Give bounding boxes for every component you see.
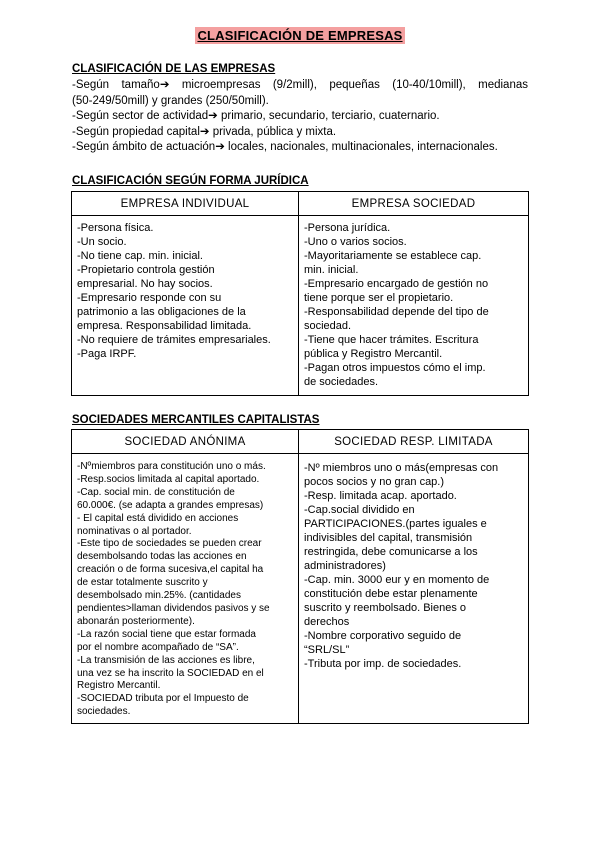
column-header-sa: SOCIEDAD ANÓNIMA bbox=[72, 430, 299, 454]
sa-cell bbox=[72, 454, 299, 724]
cell-line: -Un socio. bbox=[77, 236, 127, 248]
classification-list bbox=[72, 78, 528, 156]
cell-line: pendientes>llaman dividendos pasivos y se bbox=[77, 602, 270, 614]
cell-line: administradores) bbox=[304, 560, 386, 572]
cell-line: -Tiene que hacer trámites. Escritura bbox=[304, 334, 479, 346]
cell-line: -Este tipo de sociedades se pueden crear bbox=[77, 538, 262, 550]
cell-line: sociedad. bbox=[304, 320, 352, 332]
cell-line: empresa. Responsabilidad limitada. bbox=[77, 320, 252, 332]
cell-line: -Nºmiembros para constitución uno o más. bbox=[77, 461, 266, 472]
cell-line: -No tiene cap. min. inicial. bbox=[77, 250, 203, 262]
cell-line: desembolsando todas las acciones en bbox=[77, 551, 247, 563]
cell-line: -Cap. min. 3000 eur y en momento de bbox=[304, 574, 490, 586]
cell-line: restringida, debe comunicarse a los bbox=[304, 546, 478, 558]
cell-line: -Cap. social min. de constitución de bbox=[77, 486, 235, 498]
section-heading-legal-form: CLASIFICACIÓN SEGÚN FORMA JURÍDICA bbox=[72, 175, 309, 187]
cell-line: de sociedades. bbox=[304, 376, 378, 388]
cell-line: PARTICIPACIONES.(partes iguales e bbox=[304, 518, 487, 530]
column-header-srl: SOCIEDAD RESP. LIMITADA bbox=[299, 430, 529, 454]
cell-line: -Empresario encargado de gestión no bbox=[304, 278, 489, 290]
list-item: -Según tamaño➔ microempresas (9/2mill), pequeñas (10-40/10mill), medianas bbox=[72, 79, 528, 91]
cell-line: -Empresario responde con su bbox=[77, 292, 222, 304]
cell-line: suscrito y reembolsado. Bienes o bbox=[304, 602, 467, 614]
cell-line: min. inicial. bbox=[304, 264, 359, 276]
cell-line: una vez se ha inscrito la SOCIEDAD en el bbox=[77, 667, 264, 679]
cell-line: creación o de forma sucesiva,el capital ha bbox=[77, 564, 264, 576]
cell-line: Registro Mercantil. bbox=[77, 680, 161, 692]
cell-line: -La razón social tiene que estar formada bbox=[77, 628, 256, 640]
list-item: -Según sector de actividad➔ primario, secundario, terciario, cuaternario. bbox=[72, 110, 440, 123]
cell-line: -Nombre corporativo seguido de bbox=[304, 630, 462, 642]
cell-line: -Resp.socios limitada al capital aportado. bbox=[77, 473, 260, 485]
mercantile-table bbox=[71, 429, 529, 724]
cell-line: patrimonio a las obligaciones de la bbox=[77, 306, 246, 318]
cell-line: derechos bbox=[304, 616, 350, 628]
column-header-society: EMPRESA SOCIEDAD bbox=[299, 192, 529, 216]
list-item: -Según propiedad capital➔ privada, pública y mixta. bbox=[72, 125, 337, 138]
cell-line: tiene porque ser el propietario. bbox=[304, 292, 454, 304]
cell-line: -Responsabilidad depende del tipo de bbox=[304, 306, 489, 318]
cell-line: -SOCIEDAD tributa por el Impuesto de bbox=[77, 693, 249, 705]
section-heading-classification: CLASIFICACIÓN DE LAS EMPRESAS bbox=[72, 63, 276, 75]
cell-line: -Persona jurídica. bbox=[304, 222, 391, 234]
cell-line: nominativas o al portador. bbox=[77, 525, 192, 537]
cell-line: -Tributa por imp. de sociedades. bbox=[304, 658, 462, 670]
cell-line: “SRL/SL” bbox=[304, 644, 350, 656]
cell-line: constitución debe estar plenamente bbox=[304, 588, 478, 600]
cell-line: -Cap.social dividido en bbox=[304, 504, 415, 516]
cell-line: pocos socios y no gran cap.) bbox=[304, 476, 445, 488]
society-cell bbox=[299, 216, 529, 396]
cell-line: -Propietario controla gestión bbox=[77, 264, 215, 276]
cell-line: desembolsado min.25%. (cantidades bbox=[77, 590, 241, 602]
individual-cell bbox=[72, 216, 299, 396]
cell-line: pública y Registro Mercantil. bbox=[304, 348, 443, 360]
cell-line: sociedades. bbox=[77, 706, 131, 718]
cell-line: -La transmisión de las acciones es libre, bbox=[77, 654, 255, 666]
cell-line: de estar totalmente suscrito y bbox=[77, 577, 208, 589]
cell-line: -Resp. limitada acap. aportado. bbox=[304, 490, 457, 502]
document-title: CLASIFICACIÓN DE EMPRESAS bbox=[197, 28, 403, 43]
cell-line: abonarán posteriormente). bbox=[77, 615, 195, 627]
cell-line: -No requiere de trámites empresariales. bbox=[77, 334, 271, 346]
cell-line: empresarial. No hay socios. bbox=[77, 278, 213, 290]
list-item: (50-249/50mill) y grandes (250/50mill). bbox=[72, 94, 269, 107]
cell-line: -Persona física. bbox=[77, 222, 154, 234]
cell-line: -Mayoritariamente se establece cap. bbox=[304, 250, 482, 262]
list-item: -Según ámbito de actuación➔ locales, nacionales, multinacionales, internacionales. bbox=[72, 141, 498, 154]
cell-line: -Nº miembros uno o más(empresas con bbox=[304, 462, 499, 474]
cell-line: indivisibles del capital, transmisión bbox=[304, 532, 473, 544]
column-header-individual: EMPRESA INDIVIDUAL bbox=[72, 192, 299, 216]
cell-line: -Pagan otros impuestos cómo el imp. bbox=[304, 362, 486, 374]
cell-line: 60.000€. (se adapta a grandes empresas) bbox=[77, 499, 264, 511]
legal-form-table bbox=[71, 191, 529, 396]
cell-line: -Paga IRPF. bbox=[77, 348, 137, 360]
cell-line: -Uno o varios socios. bbox=[304, 236, 407, 248]
srl-cell bbox=[299, 454, 529, 724]
title-container bbox=[0, 27, 600, 45]
cell-line: - El capital está dividido en acciones bbox=[77, 512, 239, 524]
cell-line: por el nombre acompañado de “SA”. bbox=[77, 641, 239, 653]
section-heading-mercantile: SOCIEDADES MERCANTILES CAPITALISTAS bbox=[72, 414, 320, 426]
